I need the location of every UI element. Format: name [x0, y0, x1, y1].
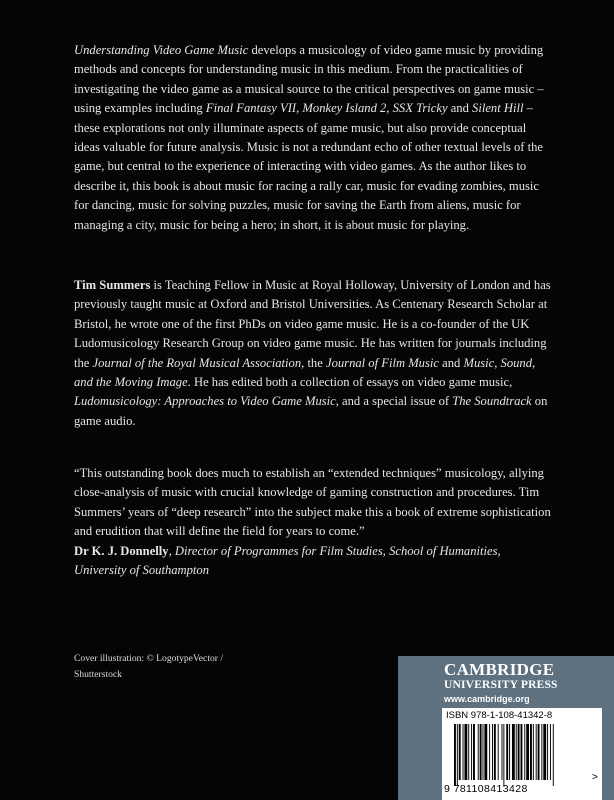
- barcode-digit-group: 781108: [453, 783, 491, 795]
- quote-attribution: [74, 542, 554, 581]
- barcode-bar: [489, 724, 490, 780]
- barcode-bar: [463, 724, 464, 780]
- barcode-bar: [506, 724, 508, 780]
- credit-line: Shutterstock: [74, 669, 122, 680]
- publisher-panel: [398, 656, 614, 800]
- description-text: – these explorations not only illuminate aspects of game music, but also provide conceptual ideas valuable for future analysis. Music is not a redundant echo of other textual levels of the game, but central to the experience of interacting with video games. As the author likes to describe it, this book is about music for racing a rally car, music for evading zombies, music for dancing, music for solving puzzles, music for saving the Earth from aliens, music for managing a city, music for being a hero; in short, it is about music for playing.: [74, 101, 543, 232]
- barcode-bar: [530, 724, 532, 780]
- journal-title: Music, Sound, and the Moving Image: [74, 355, 536, 390]
- barcode-digits: [444, 783, 600, 795]
- barcode-bar: [521, 724, 523, 780]
- journal-title: The Soundtrack: [452, 394, 532, 409]
- description-text: develops a musicology of video game music by providing methods and concepts for understanding music in this medium. From the practicalities of investigating the video game as a musical source to the critical perspectives on game music – using examples including: [74, 43, 544, 116]
- barcode-bar: [468, 724, 469, 780]
- barcode-bar: [509, 724, 510, 780]
- barcode-bar: [464, 724, 467, 780]
- barcode-bar: [492, 724, 493, 780]
- quote-affiliation: , Director of Programmes for Film Studies, School of Humanities, University of Southampton: [74, 543, 501, 578]
- barcode-bar: [550, 724, 551, 780]
- barcode-bars: [452, 724, 592, 786]
- barcode-bar: [478, 724, 479, 780]
- barcode-bar: [538, 724, 540, 780]
- review-quote: [74, 464, 554, 580]
- author-bio: [74, 276, 554, 431]
- barcode-bar: [543, 724, 546, 780]
- barcode-marker: >: [592, 772, 598, 783]
- publisher-subtitle: UNIVERSITY PRESS: [444, 679, 558, 691]
- book-description: [74, 41, 554, 235]
- publisher-name: CAMBRIDGE: [444, 660, 555, 679]
- isbn-label: ISBN 978-1-108-41342-8: [446, 710, 553, 721]
- description-text: and: [447, 101, 473, 116]
- barcode-bar: [484, 724, 487, 780]
- barcode-bar: [512, 724, 515, 780]
- barcode-bar: [471, 724, 472, 780]
- barcode-bar: [480, 724, 482, 780]
- bio-text: and: [438, 355, 464, 370]
- book-title: Understanding Video Game Music: [74, 43, 249, 57]
- barcode-digit-group: 413428: [490, 783, 528, 795]
- barcode-bar: [483, 724, 484, 780]
- barcode-bar: [516, 724, 517, 780]
- bio-text: on game audio.: [74, 394, 548, 428]
- barcode-bar: [518, 724, 520, 780]
- barcode-bar: [536, 724, 537, 780]
- quote-author: Dr K. J. Donnelly: [74, 543, 169, 558]
- journal-title: Journal of Film Music: [325, 355, 439, 370]
- publisher-url: www.cambridge.org: [444, 694, 530, 704]
- bio-text: . He has edited both a collection of essays on video game music,: [187, 375, 513, 390]
- barcode-digit-prefix: 9: [444, 783, 451, 795]
- bio-text: , and a special issue of: [335, 394, 453, 409]
- journal-title: Journal of the Royal Musical Association: [92, 355, 302, 370]
- game-titles: Final Fantasy VII, Monkey Island 2, SSX Tricky: [205, 101, 448, 116]
- quote-text: “This outstanding book does much to establish an “extended techniques” musicology, allying close-analysis of music with crucial knowledge of gaming construction and procedures. Tim Summers’ years of “deep research” into the subject make this a book of extreme sophistication and erudition that will define the field for years to come.”: [74, 466, 551, 539]
- game-title: Silent Hill: [472, 101, 524, 116]
- book-title: Ludomusicology: Approaches to Video Game Music: [74, 394, 336, 409]
- barcode-bar: [494, 724, 496, 780]
- bio-text: is Teaching Fellow in Music at Royal Holloway, University of London and has previously taught music at Oxford and Bristol Universities. As Centenary Research Scholar at Bristol, he wrote one of the first PhDs on video game music. He is a co-founder of the UK Ludomusicology Research Group on video game music. He has written for journals including the: [74, 278, 551, 370]
- barcode-bar: [454, 724, 456, 786]
- barcode-bar: [553, 724, 554, 786]
- bio-text: , the: [301, 355, 326, 370]
- barcode-bar: [457, 724, 458, 786]
- barcode-bar: [473, 724, 475, 780]
- barcode-bar: [503, 724, 504, 786]
- barcode-bar: [498, 724, 499, 780]
- barcode-bar: [502, 724, 503, 780]
- barcode-bar: [533, 724, 534, 780]
- cover-credit: [74, 651, 274, 683]
- barcode-bar: [526, 724, 529, 780]
- credit-line: Cover illustration: © LogotypeVector /: [74, 653, 224, 664]
- barcode-bar: [459, 724, 461, 780]
- barcode-bar: [547, 724, 548, 780]
- author-name: Tim Summers: [74, 278, 151, 292]
- barcode-bar: [541, 724, 542, 780]
- barcode: [442, 708, 602, 800]
- barcode-bar: [524, 724, 525, 780]
